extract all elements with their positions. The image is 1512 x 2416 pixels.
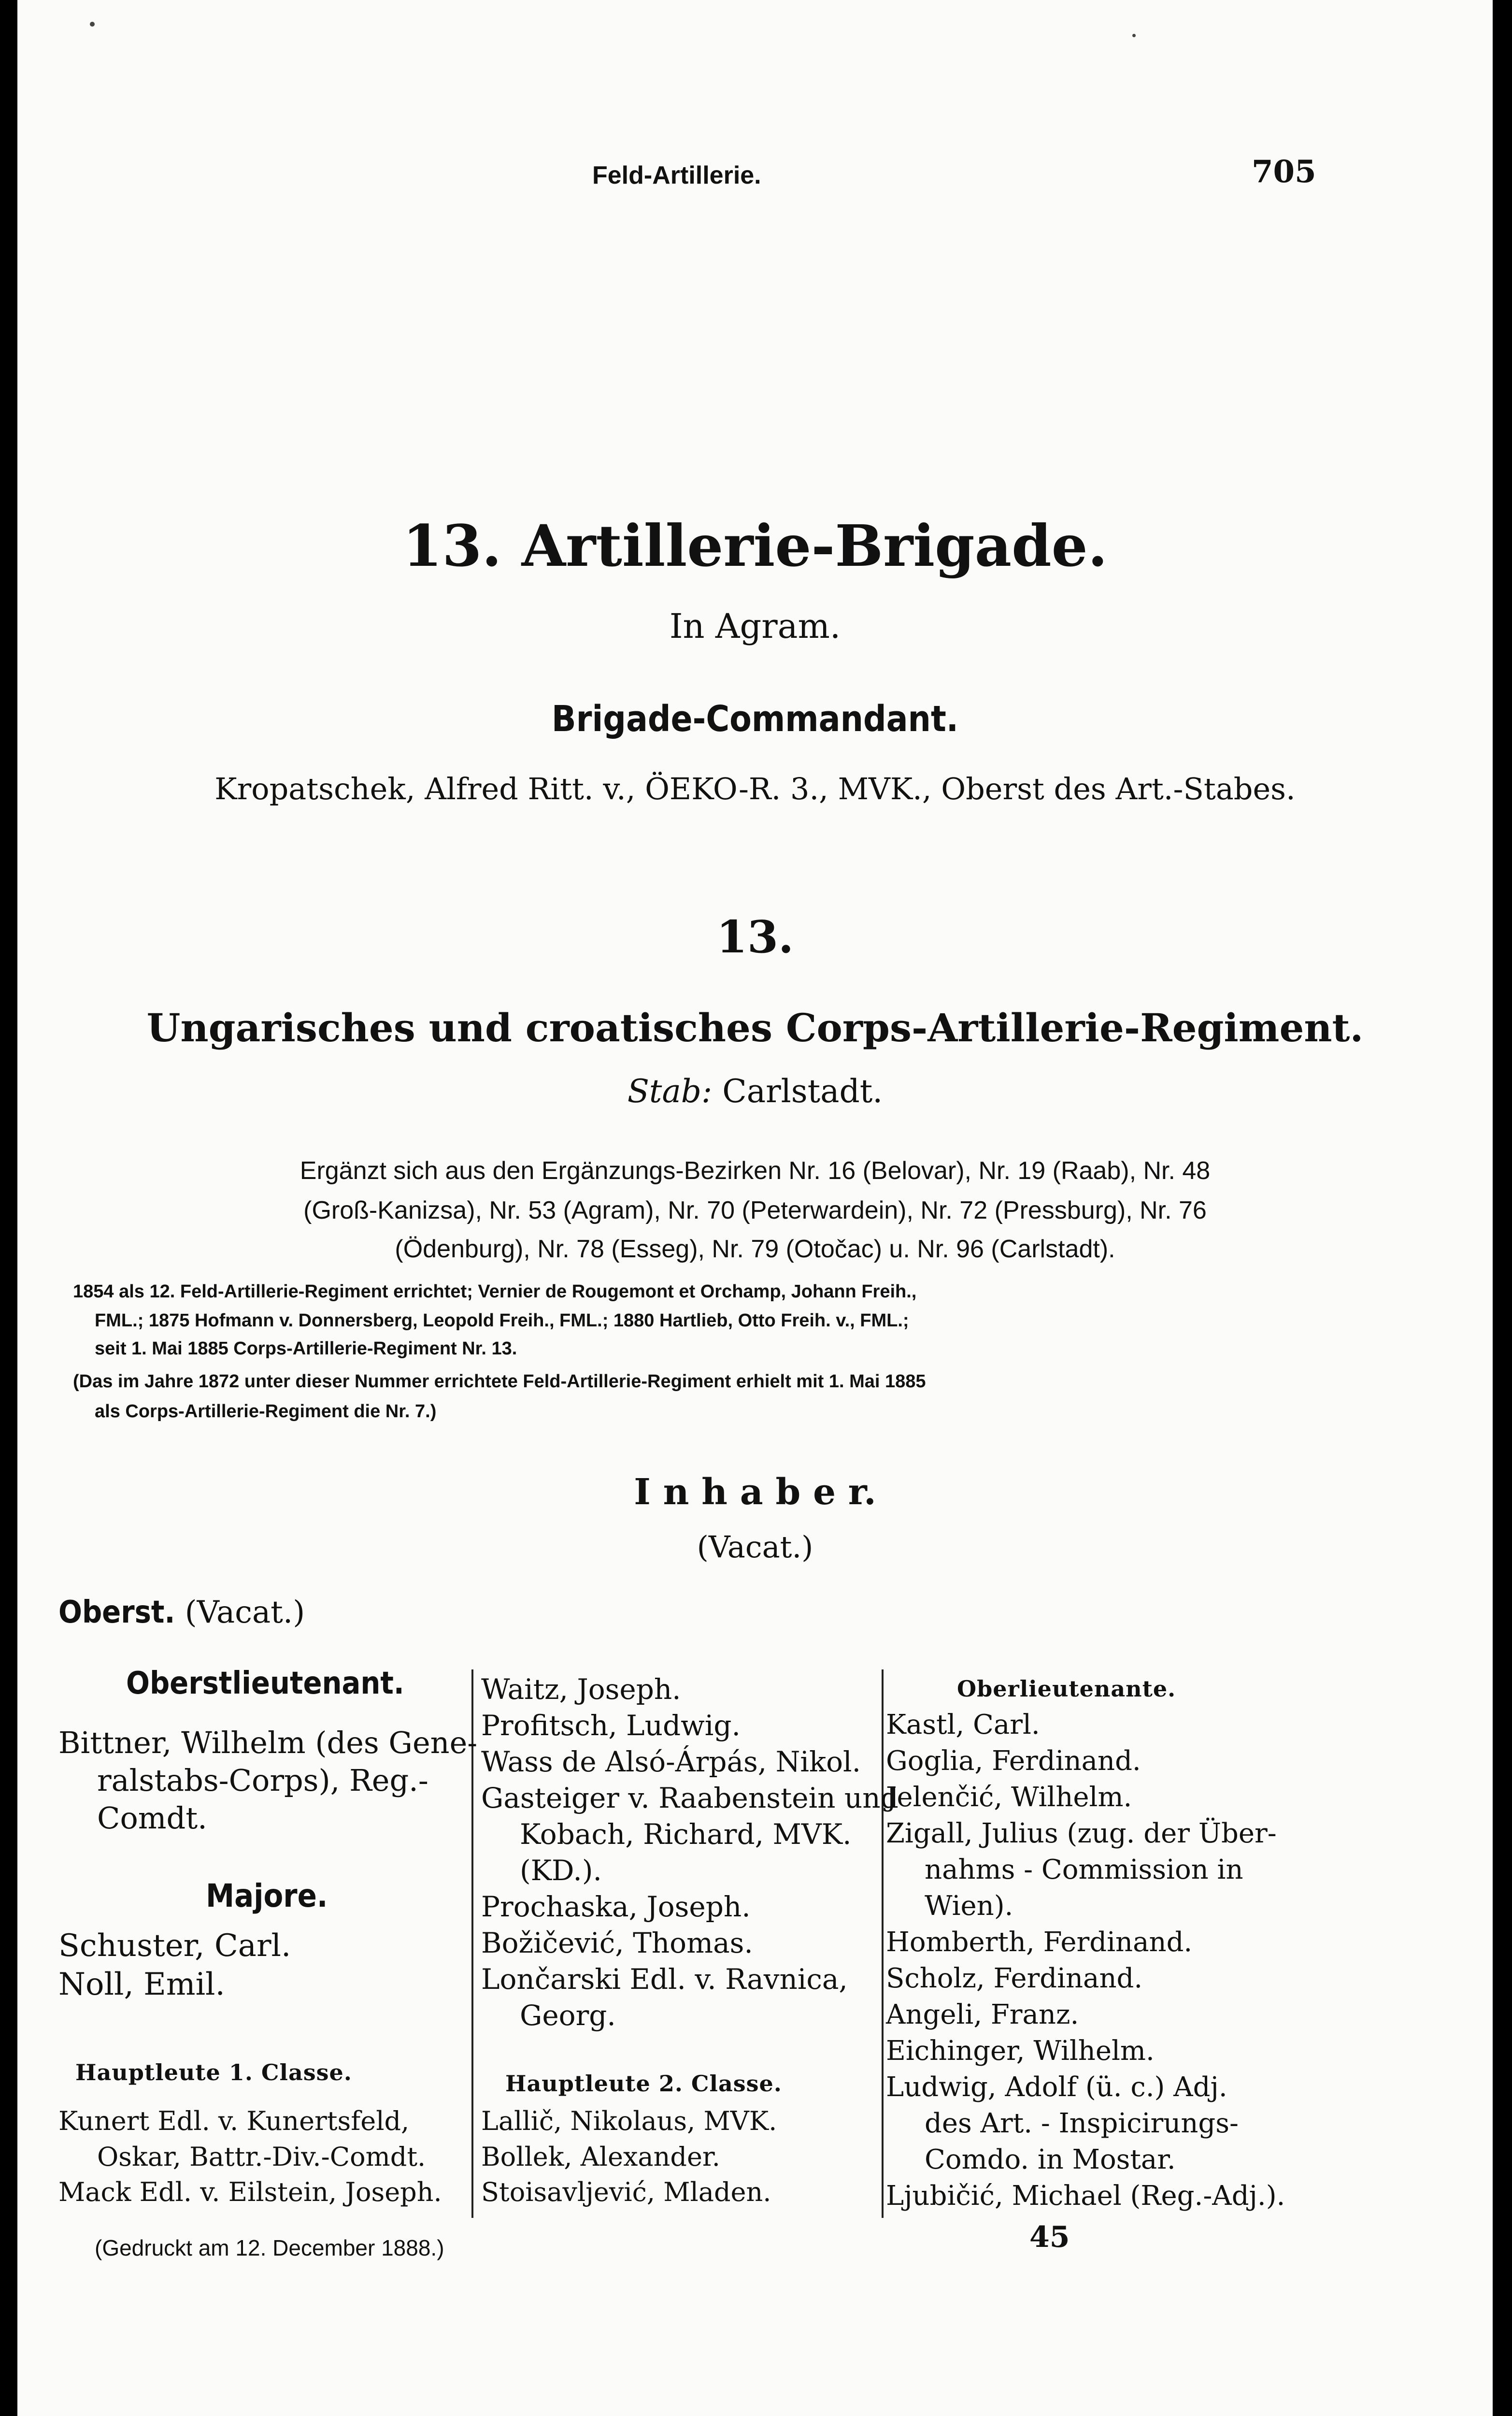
major-entry: Schuster, Carl. xyxy=(58,1928,291,1964)
oberstlt-heading: Oberstlieutenant. xyxy=(126,1666,404,1701)
oberst-line xyxy=(58,1595,305,1630)
erganzt-line: (Groß-Kanizsa), Nr. 53 (Agram), Nr. 70 (Peterwardein), Nr. 72 (Pressburg), Nr. 76 xyxy=(303,1196,1207,1224)
hpt2-entry: Lallič, Nikolaus, MVK. xyxy=(481,2106,777,2136)
col3-entry: Wien). xyxy=(925,1890,1013,1922)
hpt2-entry: Bollek, Alexander. xyxy=(481,2142,720,2172)
hpt1-entry: Kunert Edl. v. Kunertsfeld, xyxy=(58,2106,410,2136)
scan-speck xyxy=(90,22,95,27)
col2-entry: (KD.). xyxy=(520,1854,602,1887)
col3-entry: Jelenčić, Wilhelm. xyxy=(886,1782,1132,1813)
col2-entry: Wass de Alsó-Árpás, Nikol. xyxy=(481,1745,861,1778)
oberstlt-entry: Bittner, Wilhelm (des Gene- xyxy=(58,1725,478,1760)
col3-entry: des Art. - Inspicirungs- xyxy=(925,2108,1239,2139)
col3-entry: Zigall, Julius (zug. der Über- xyxy=(886,1818,1277,1849)
col3-entry: Comdo. in Mostar. xyxy=(925,2144,1176,2175)
col3-entry: Scholz, Ferdinand. xyxy=(886,1963,1143,1994)
oberstlt-entry: Comdt. xyxy=(97,1800,207,1836)
oberstlt-entry: ralstabs-Corps), Reg.- xyxy=(97,1763,428,1798)
col2-entry: Profitsch, Ludwig. xyxy=(481,1709,741,1742)
hpt1-entry: Mack Edl. v. Eilstein, Joseph. xyxy=(58,2177,442,2207)
oberlt-heading: Oberlieutenante. xyxy=(957,1676,1176,1702)
note-line: (Das im Jahre 1872 unter dieser Nummer errichtete Feld-Artillerie-Regiment erhielt mit 1. Mai 1885 xyxy=(73,1371,926,1392)
inhaber-value: (Vacat.) xyxy=(697,1529,813,1565)
running-title: Feld-Artillerie. xyxy=(592,161,761,189)
col3-entry: Goglia, Ferdinand. xyxy=(886,1745,1141,1777)
history-line: FML.; 1875 Hofmann v. Donnersberg, Leopold Freih., FML.; 1880 Hartlieb, Otto Freih. v., FML.; xyxy=(95,1310,909,1331)
stab-label: Stab: xyxy=(627,1073,713,1110)
col3-entry: Kastl, Carl. xyxy=(886,1709,1040,1740)
major-entry: Noll, Emil. xyxy=(58,1967,225,2002)
hpt1-entry: Oskar, Battr.-Div.-Comdt. xyxy=(97,2142,426,2172)
oberst-label: Oberst. xyxy=(58,1595,175,1630)
col2-entry: Georg. xyxy=(520,1999,616,2032)
page-number: 705 xyxy=(1252,154,1316,190)
col2-entry: Prochaska, Joseph. xyxy=(481,1890,751,1923)
oberst-value: (Vacat.) xyxy=(185,1595,305,1630)
scan-speck xyxy=(1132,34,1136,37)
col3-entry: Angeli, Franz. xyxy=(886,1999,1079,2030)
col3-entry: Eichinger, Wilhelm. xyxy=(886,2035,1155,2067)
brigade-title: 13. Artillerie-Brigade. xyxy=(402,512,1108,579)
erganzt-line: Ergänzt sich aus den Ergänzungs-Bezirken Nr. 16 (Belovar), Nr. 19 (Raab), Nr. 48 xyxy=(300,1157,1211,1185)
col3-entry: Ljubičić, Michael (Reg.-Adj.). xyxy=(886,2180,1285,2212)
regiment-number: 13. xyxy=(716,911,794,963)
stab-value: Carlstadt. xyxy=(722,1073,883,1110)
col2-entry: Gasteiger v. Raabenstein und xyxy=(481,1782,899,1814)
printed-date: (Gedruckt am 12. December 1888.) xyxy=(95,2235,444,2260)
note-line: als Corps-Artillerie-Regiment die Nr. 7.) xyxy=(95,1401,437,1422)
col2-entry: Kobach, Richard, MVK. xyxy=(520,1818,852,1851)
stab-line xyxy=(17,1073,1493,1110)
document-page xyxy=(17,0,1493,2416)
col3-entry: Homberth, Ferdinand. xyxy=(886,1927,1193,1958)
brigade-location: In Agram. xyxy=(669,606,841,646)
hpt2-entry: Stoisavljević, Mladen. xyxy=(481,2177,771,2207)
col2-entry: Waitz, Joseph. xyxy=(481,1673,681,1706)
commandant-heading: Brigade-Commandant. xyxy=(551,698,959,740)
col2-entry: Božičević, Thomas. xyxy=(481,1927,753,1959)
col3-entry: Ludwig, Adolf (ü. c.) Adj. xyxy=(886,2071,1227,2103)
majore-heading: Majore. xyxy=(206,1877,328,1914)
inhaber-heading: I n h a b e r. xyxy=(634,1471,876,1513)
history-line: seit 1. Mai 1885 Corps-Artillerie-Regiment Nr. 13. xyxy=(95,1338,517,1359)
history-line: 1854 als 12. Feld-Artillerie-Regiment errichtet; Vernier de Rougemont et Orchamp, Johann Freih., xyxy=(73,1281,917,1302)
hpt2-heading: Hauptleute 2. Classe. xyxy=(505,2071,782,2097)
erganzt-line: (Ödenburg), Nr. 78 (Esseg), Nr. 79 (Otočac) u. Nr. 96 (Carlstadt). xyxy=(395,1235,1115,1263)
hpt1-heading: Hauptleute 1. Classe. xyxy=(75,2059,352,2085)
column-rule xyxy=(882,1669,884,2218)
col2-entry: Lončarski Edl. v. Ravnica, xyxy=(481,1963,848,1996)
brigade-commandant: Kropatschek, Alfred Ritt. v., ÖEKO-R. 3., MVK., Oberst des Art.-Stabes. xyxy=(214,771,1296,806)
signature-mark: 45 xyxy=(1029,2220,1070,2254)
col3-entry: nahms - Commission in xyxy=(925,1854,1243,1885)
regiment-title: Ungarisches und croatisches Corps-Artillerie-Regiment. xyxy=(146,1005,1364,1050)
